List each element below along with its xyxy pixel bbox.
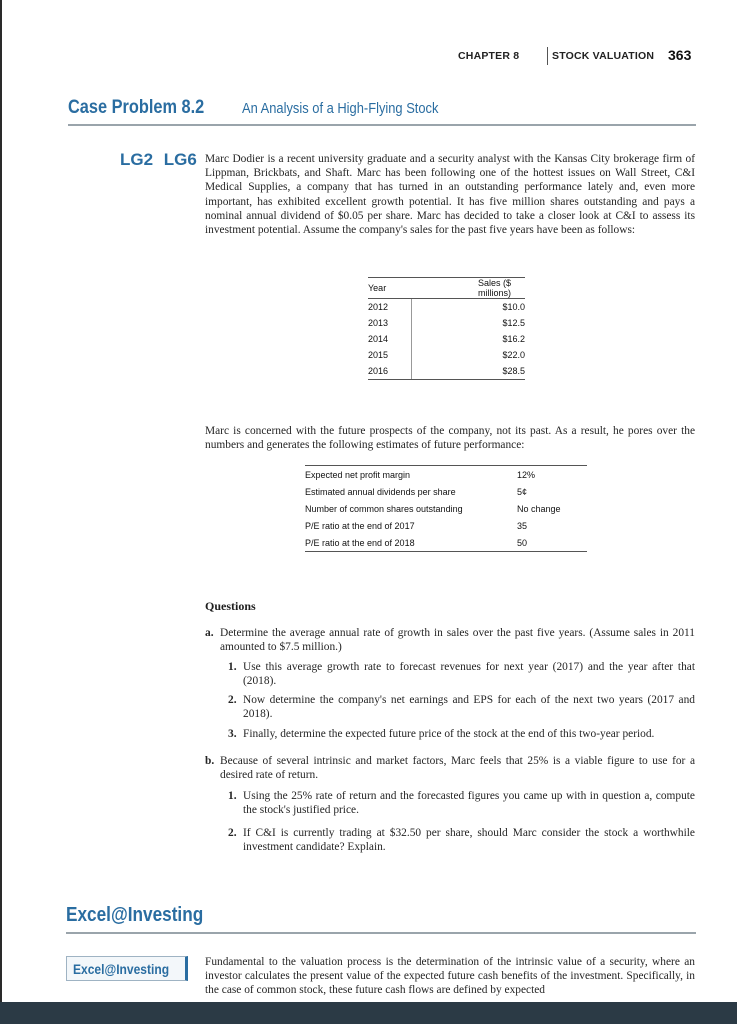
excel-investing-heading: Excel@Investing: [66, 904, 204, 926]
excel-investing-badge: [66, 956, 188, 981]
table-row: [305, 483, 587, 500]
table-row: [305, 466, 587, 484]
questions-heading: Questions: [205, 599, 256, 613]
question-label: a.: [205, 627, 214, 639]
table-header-row: [368, 278, 525, 299]
question-text: Use this average growth rate to forecast revenues for next year (2017) and the year after that (2018).: [243, 661, 695, 688]
year-cell: 2016: [368, 363, 412, 380]
question-label: b.: [205, 755, 215, 767]
table-row: [368, 331, 525, 347]
table-row: [368, 363, 525, 380]
excel-divider: [66, 932, 696, 934]
header-divider: [547, 47, 548, 65]
col-header-year: Year: [368, 278, 412, 299]
question-label: 2.: [228, 827, 237, 839]
estimate-value: 35: [517, 520, 528, 531]
year-cell: 2015: [368, 347, 412, 363]
table-row: [368, 299, 525, 316]
question-b-1: [228, 789, 695, 817]
lg2-icon: LG2: [120, 150, 154, 169]
question-a-1: [228, 660, 695, 688]
sales-cell: $16.2: [502, 334, 525, 344]
followup-paragraph: Marc is concerned with the future prospects of the company, not its past. As a result, he pores over the numbers and generates the following estimates of future performance:: [205, 425, 695, 452]
question-a: [205, 626, 695, 654]
question-a-3: [228, 727, 695, 741]
lg6-icon: LG6: [163, 150, 197, 169]
sales-cell: $28.5: [412, 363, 525, 380]
col-header-sales: Sales ($ millions): [412, 278, 525, 299]
estimate-label: P/E ratio at the end of 2018: [305, 537, 415, 548]
question-text: Using the 25% rate of return and the forecasted figures you came up with in question a, compute the stock's justified price.: [243, 790, 695, 817]
section-label: STOCK VALUATION: [552, 50, 655, 62]
question-label: 3.: [228, 728, 237, 740]
estimates-table: [305, 465, 587, 552]
estimate-value: 12%: [517, 469, 536, 480]
year-cell: 2013: [368, 315, 412, 331]
sales-table: [368, 277, 525, 380]
table-row: [305, 500, 587, 517]
question-label: 1.: [228, 661, 237, 673]
question-a-2: [228, 693, 695, 721]
question-b: [205, 754, 695, 782]
excel-paragraph: Fundamental to the valuation process is the determination of the intrinsic value of a security, where an investor calculates the present value of the expected future cash benefits of the investment. Specifically, in the case of common stock, these future cash flows are defined by expected: [205, 956, 695, 997]
estimate-value: No change: [517, 503, 561, 514]
estimate-label: Expected net profit margin: [305, 469, 411, 480]
excel-badge-label: Excel@Investing: [73, 961, 170, 977]
sales-cell: $10.0: [502, 302, 525, 312]
table-row: [368, 315, 525, 331]
sales-cell: $12.5: [502, 318, 525, 328]
learning-goal-icons: [120, 150, 203, 170]
estimate-label: Estimated annual dividends per share: [305, 486, 456, 497]
question-text: Determine the average annual rate of growth in sales over the past five years. (Assume sales in 2011 amounted to $7.5 million.): [220, 627, 695, 654]
page-number: 363: [668, 47, 692, 63]
year-cell: 2012: [368, 299, 412, 316]
question-text: Because of several intrinsic and market factors, Marc feels that 25% is a viable figure to use for a desired rate of return.: [220, 755, 695, 782]
estimate-label: Number of common shares outstanding: [305, 503, 463, 514]
case-intro-paragraph: Marc Dodier is a recent university graduate and a security analyst with the Kansas City brokerage firm of Lippman, Brickbats, and Shaft. Marc has been following one of the hottest issues on Wall Street, C&I Medical Supplies, a company that has turned in an outstanding performance lately and, even more important, has exhibited excellent growth potential. It has five million shares outstanding and pays a nominal annual dividend of $0.05 per share. Marc has decided to take a closer look at C&I to assess its investment potential. Assume the company's sales for the past five years have been as follows:: [205, 153, 695, 237]
estimate-label: P/E ratio at the end of 2017: [305, 520, 415, 531]
case-title: Case Problem 8.2: [68, 97, 205, 118]
estimate-value: 5¢: [517, 486, 528, 497]
sales-cell: $22.0: [502, 350, 525, 360]
question-b-2: [228, 826, 695, 854]
question-text: If C&I is currently trading at $32.50 per share, should Marc consider the stock a worthwhile investment candidate? Explain.: [243, 827, 695, 854]
chapter-label: CHAPTER 8: [458, 50, 520, 62]
table-row: [305, 517, 587, 534]
bottom-toolbar: [0, 1002, 737, 1024]
question-text: Now determine the company's net earnings and EPS for each of the next two years (2017 and 2018).: [243, 694, 695, 721]
estimate-value: 50: [517, 537, 528, 548]
table-row: [305, 534, 587, 552]
case-divider: [68, 124, 696, 126]
page-left-border: [0, 0, 2, 1024]
table-row: [368, 347, 525, 363]
case-subtitle: An Analysis of a High-Flying Stock: [242, 100, 439, 117]
question-label: 2.: [228, 694, 237, 706]
year-cell: 2014: [368, 331, 412, 347]
question-label: 1.: [228, 790, 237, 802]
question-text: Finally, determine the expected future price of the stock at the end of this two-year period.: [243, 728, 655, 740]
